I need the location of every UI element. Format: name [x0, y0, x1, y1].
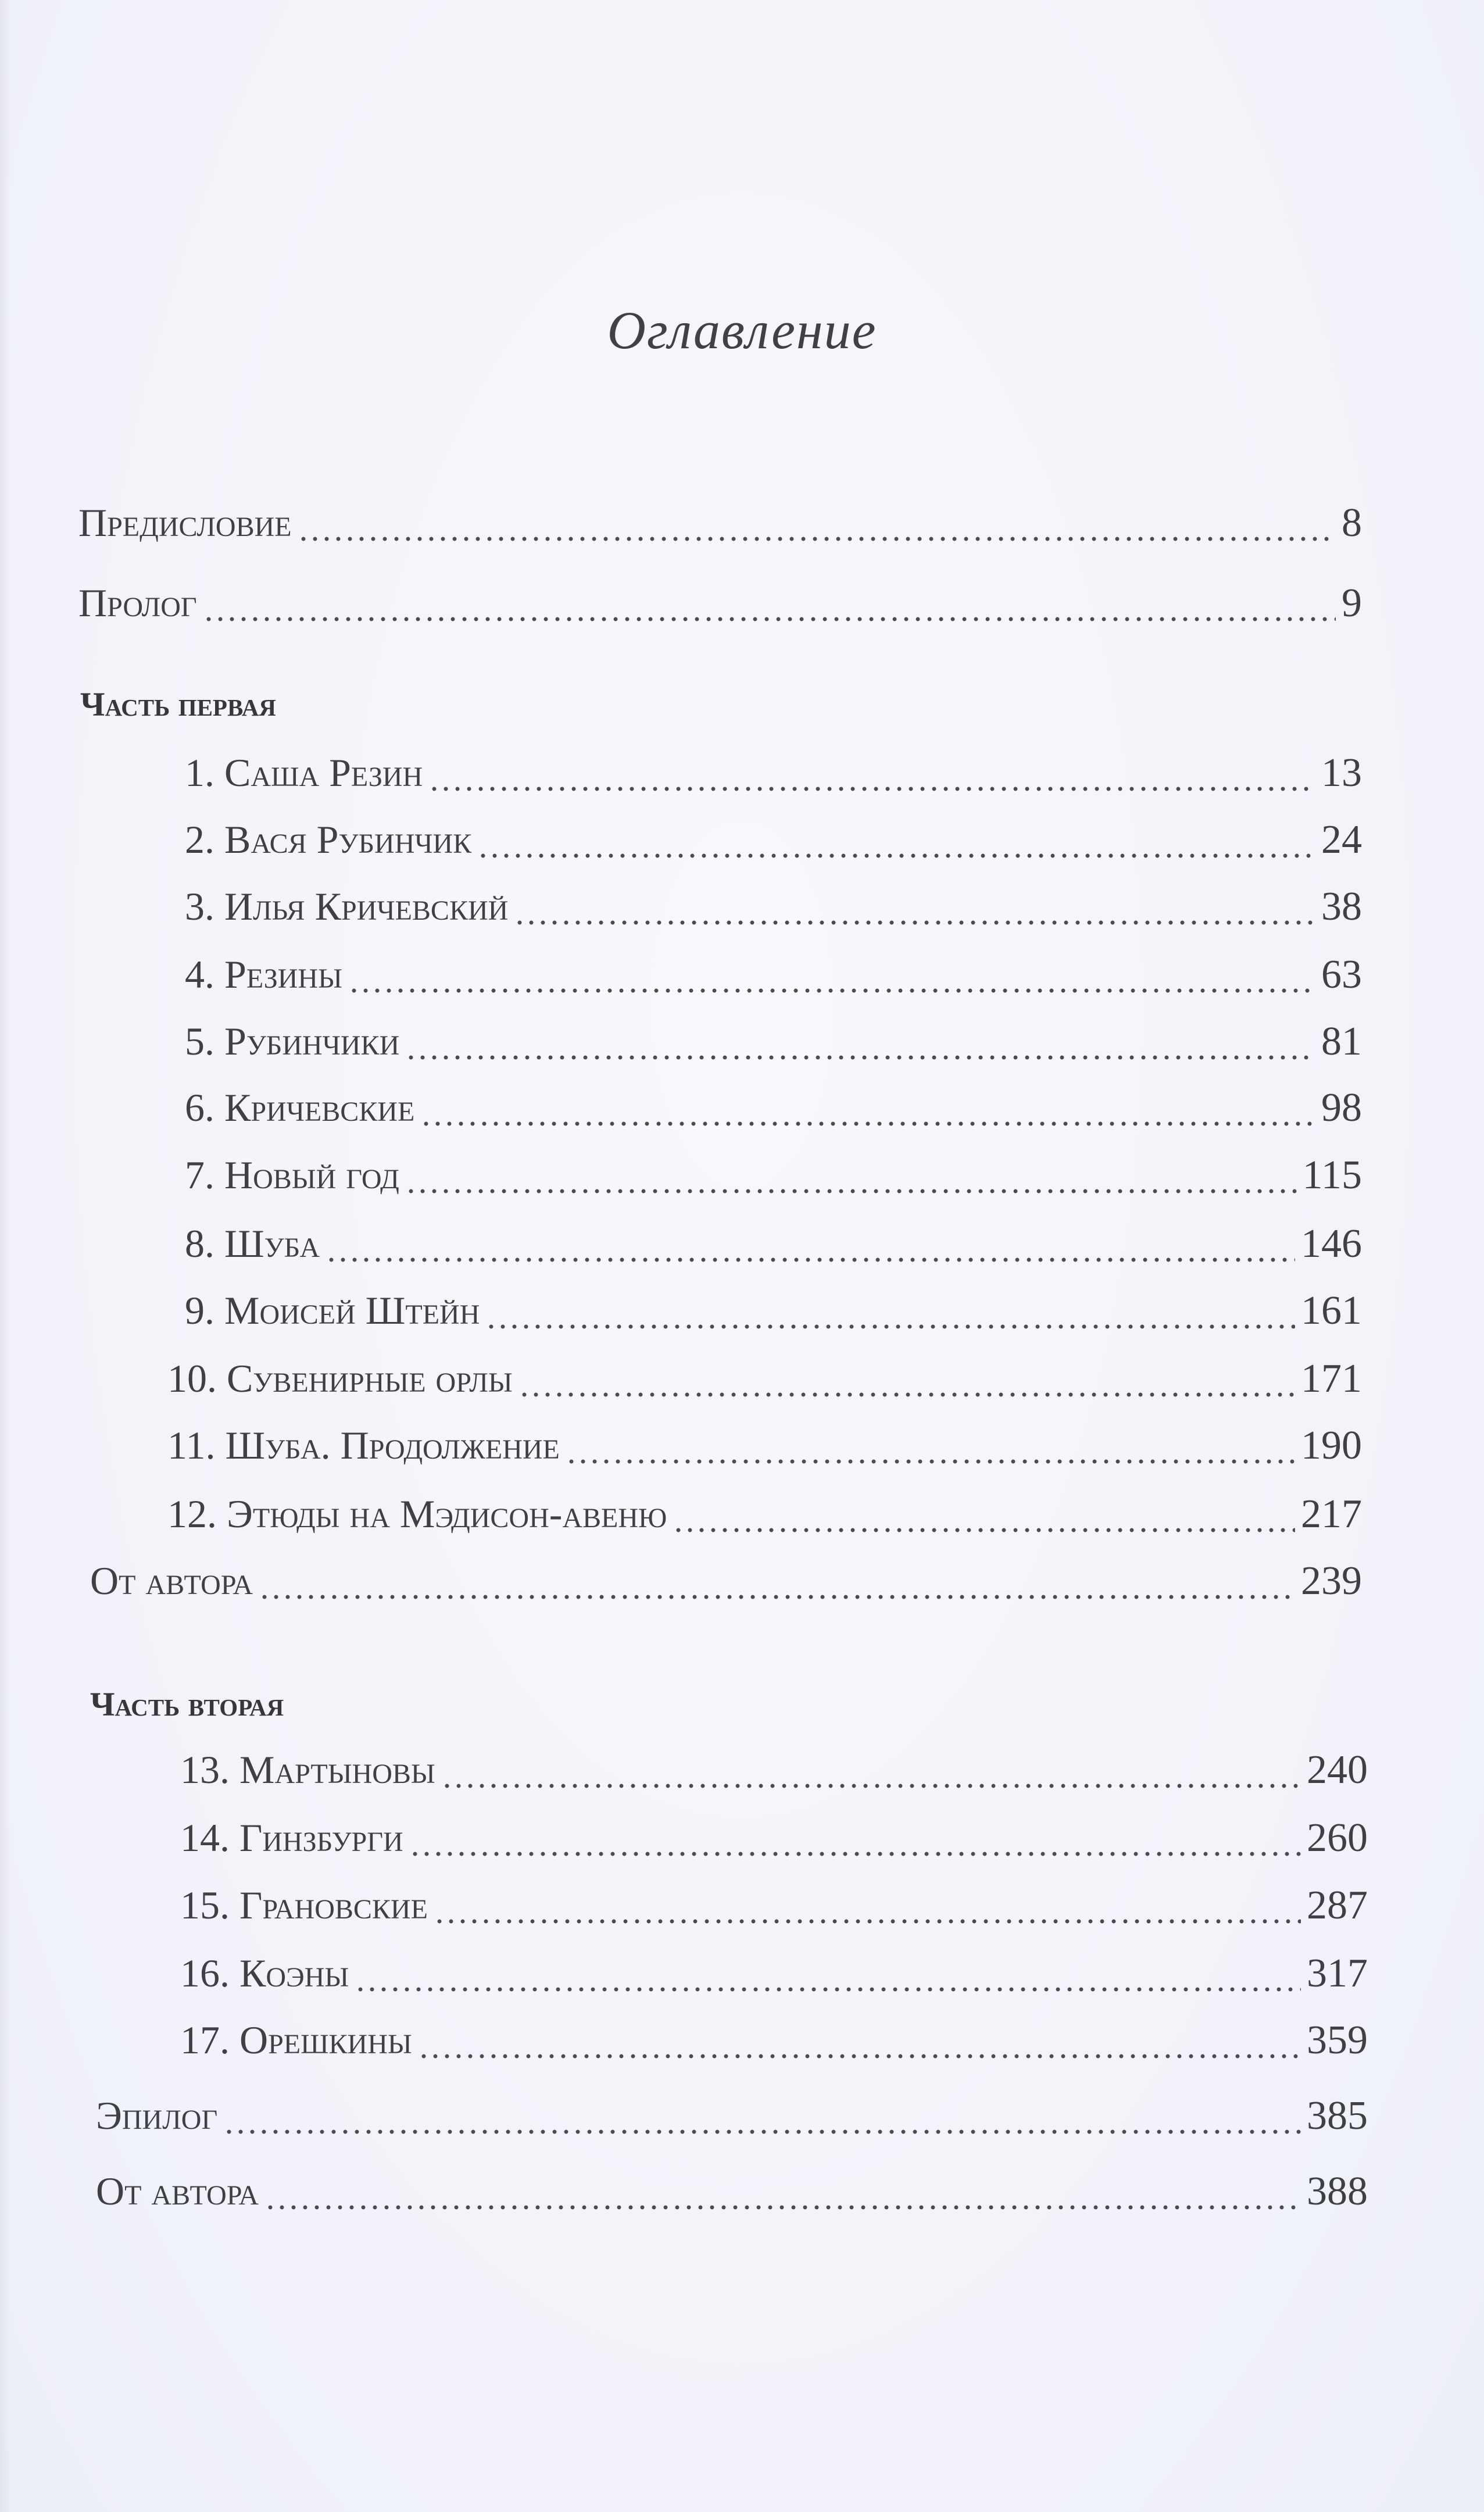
toc-entry-chapter[interactable]: [185, 952, 1362, 1004]
part-heading-first: Часть первая: [80, 685, 276, 723]
dot-leader: [441, 1783, 1301, 1789]
toc-entry-page: 217: [1301, 1492, 1362, 1536]
toc-entry-label: От автора: [90, 1559, 253, 1603]
toc-entry-label: 13. Мартыновы: [180, 1748, 435, 1792]
dot-leader: [673, 1527, 1295, 1533]
toc-entry-label: 11. Шуба. Продолжение: [167, 1423, 560, 1467]
toc-entry-chapter[interactable]: [185, 884, 1362, 936]
toc-entry-label: 1. Саша Резин: [185, 751, 423, 795]
dot-leader: [259, 1594, 1295, 1600]
dot-leader: [418, 2053, 1301, 2059]
toc-entry-label: Предисловие: [78, 501, 292, 545]
toc-entry-page: 317: [1307, 1951, 1368, 1996]
dot-leader: [203, 616, 1336, 622]
toc-entry-page: 359: [1307, 2018, 1368, 2063]
dot-leader: [428, 786, 1315, 792]
toc-entry-label: 4. Резины: [185, 952, 342, 996]
toc-entry-chapter[interactable]: [180, 1815, 1368, 1867]
toc-entry-page: 190: [1301, 1423, 1362, 1468]
toc-entry-page: 161: [1301, 1288, 1362, 1333]
toc-entry-chapter[interactable]: [185, 1085, 1362, 1137]
toc-entry-chapter[interactable]: [167, 1356, 1362, 1408]
dot-leader: [485, 1324, 1295, 1330]
toc-entry-label: 12. Этюды на Мэдисон-авеню: [167, 1492, 667, 1536]
dot-leader: [434, 1918, 1301, 1924]
toc-entry-preface[interactable]: [78, 500, 1362, 552]
part-heading-second: Часть вторая: [90, 1685, 284, 1723]
toc-entry-page: 98: [1321, 1085, 1362, 1130]
page-title: Оглавление: [607, 301, 877, 360]
toc-entry-chapter[interactable]: [180, 1950, 1368, 2003]
dot-leader: [420, 1121, 1315, 1127]
dot-leader: [326, 1257, 1295, 1263]
toc-entry-label: 16. Коэны: [180, 1951, 349, 1995]
toc-entry-label: 2. Вася Рубинчик: [185, 817, 472, 862]
dot-leader: [518, 1392, 1295, 1398]
toc-entry-page: 260: [1307, 1816, 1368, 1860]
toc-entry-prologue[interactable]: [78, 580, 1362, 633]
toc-entry-label: 5. Рубинчики: [185, 1019, 400, 1063]
toc-entry-afterword[interactable]: [96, 2168, 1368, 2221]
dot-leader: [514, 920, 1315, 926]
toc-entry-page: 9: [1342, 581, 1362, 626]
toc-entry-label: От автора: [96, 2169, 259, 2213]
toc-entry-label: 3. Илья Кричевский: [185, 884, 509, 928]
toc-entry-chapter[interactable]: [167, 1423, 1362, 1475]
toc-entry-page: 146: [1301, 1221, 1362, 1266]
dot-leader: [405, 1188, 1297, 1194]
toc-entry-page: 388: [1307, 2169, 1368, 2214]
toc-entry-label: 7. Новый год: [185, 1153, 399, 1197]
toc-entry-label: 6. Кричевские: [185, 1085, 415, 1130]
dot-leader: [264, 2204, 1301, 2210]
toc-entry-page: 63: [1321, 952, 1362, 997]
toc-entry-chapter[interactable]: [185, 750, 1362, 802]
toc-entry-label: 14. Гинзбурги: [180, 1816, 403, 1860]
toc-entry-chapter[interactable]: [180, 1747, 1368, 1799]
toc-entry-page: 240: [1307, 1748, 1368, 1792]
dot-leader: [355, 1986, 1301, 1992]
page-gutter-shadow: [0, 0, 10, 2512]
toc-entry-label: Пролог: [78, 581, 197, 625]
toc-entry-chapter[interactable]: [180, 2017, 1368, 2070]
dot-leader: [477, 853, 1315, 859]
dot-leader: [348, 988, 1315, 994]
dot-leader: [409, 1851, 1301, 1857]
toc-entry-label: Эпилог: [96, 2093, 218, 2138]
toc-entry-afterword-part-one[interactable]: [90, 1558, 1362, 1610]
toc-entry-epilogue[interactable]: [96, 2093, 1368, 2145]
toc-entry-chapter[interactable]: [185, 1221, 1362, 1273]
toc-entry-page: 13: [1321, 751, 1362, 795]
toc-entry-chapter[interactable]: [185, 817, 1362, 869]
dot-leader: [566, 1459, 1295, 1464]
toc-entry-page: 24: [1321, 817, 1362, 862]
toc-entry-page: 8: [1342, 501, 1362, 545]
dot-leader: [223, 2129, 1301, 2135]
toc-entry-page: 38: [1321, 884, 1362, 929]
toc-entry-label: 10. Сувенирные орлы: [167, 1356, 513, 1400]
toc-entry-label: 17. Орешкины: [180, 2018, 412, 2062]
toc-entry-page: 81: [1321, 1019, 1362, 1064]
toc-entry-label: 8. Шуба: [185, 1221, 320, 1266]
toc-entry-page: 287: [1307, 1883, 1368, 1928]
toc-entry-chapter[interactable]: [180, 1882, 1368, 1935]
toc-entry-chapter[interactable]: [185, 1152, 1362, 1205]
toc-entry-page: 115: [1302, 1153, 1362, 1198]
toc-entry-label: 9. Моисей Штейн: [185, 1288, 480, 1332]
toc-entry-chapter[interactable]: [185, 1019, 1362, 1071]
toc-entry-page: 171: [1301, 1356, 1362, 1401]
toc-entry-chapter[interactable]: [167, 1491, 1362, 1543]
toc-entry-page: 239: [1301, 1559, 1362, 1603]
toc-entry-label: 15. Грановские: [180, 1883, 428, 1927]
toc-entry-page: 385: [1307, 2093, 1368, 2138]
dot-leader: [298, 536, 1336, 542]
dot-leader: [405, 1055, 1315, 1060]
toc-entry-chapter[interactable]: [185, 1288, 1362, 1340]
